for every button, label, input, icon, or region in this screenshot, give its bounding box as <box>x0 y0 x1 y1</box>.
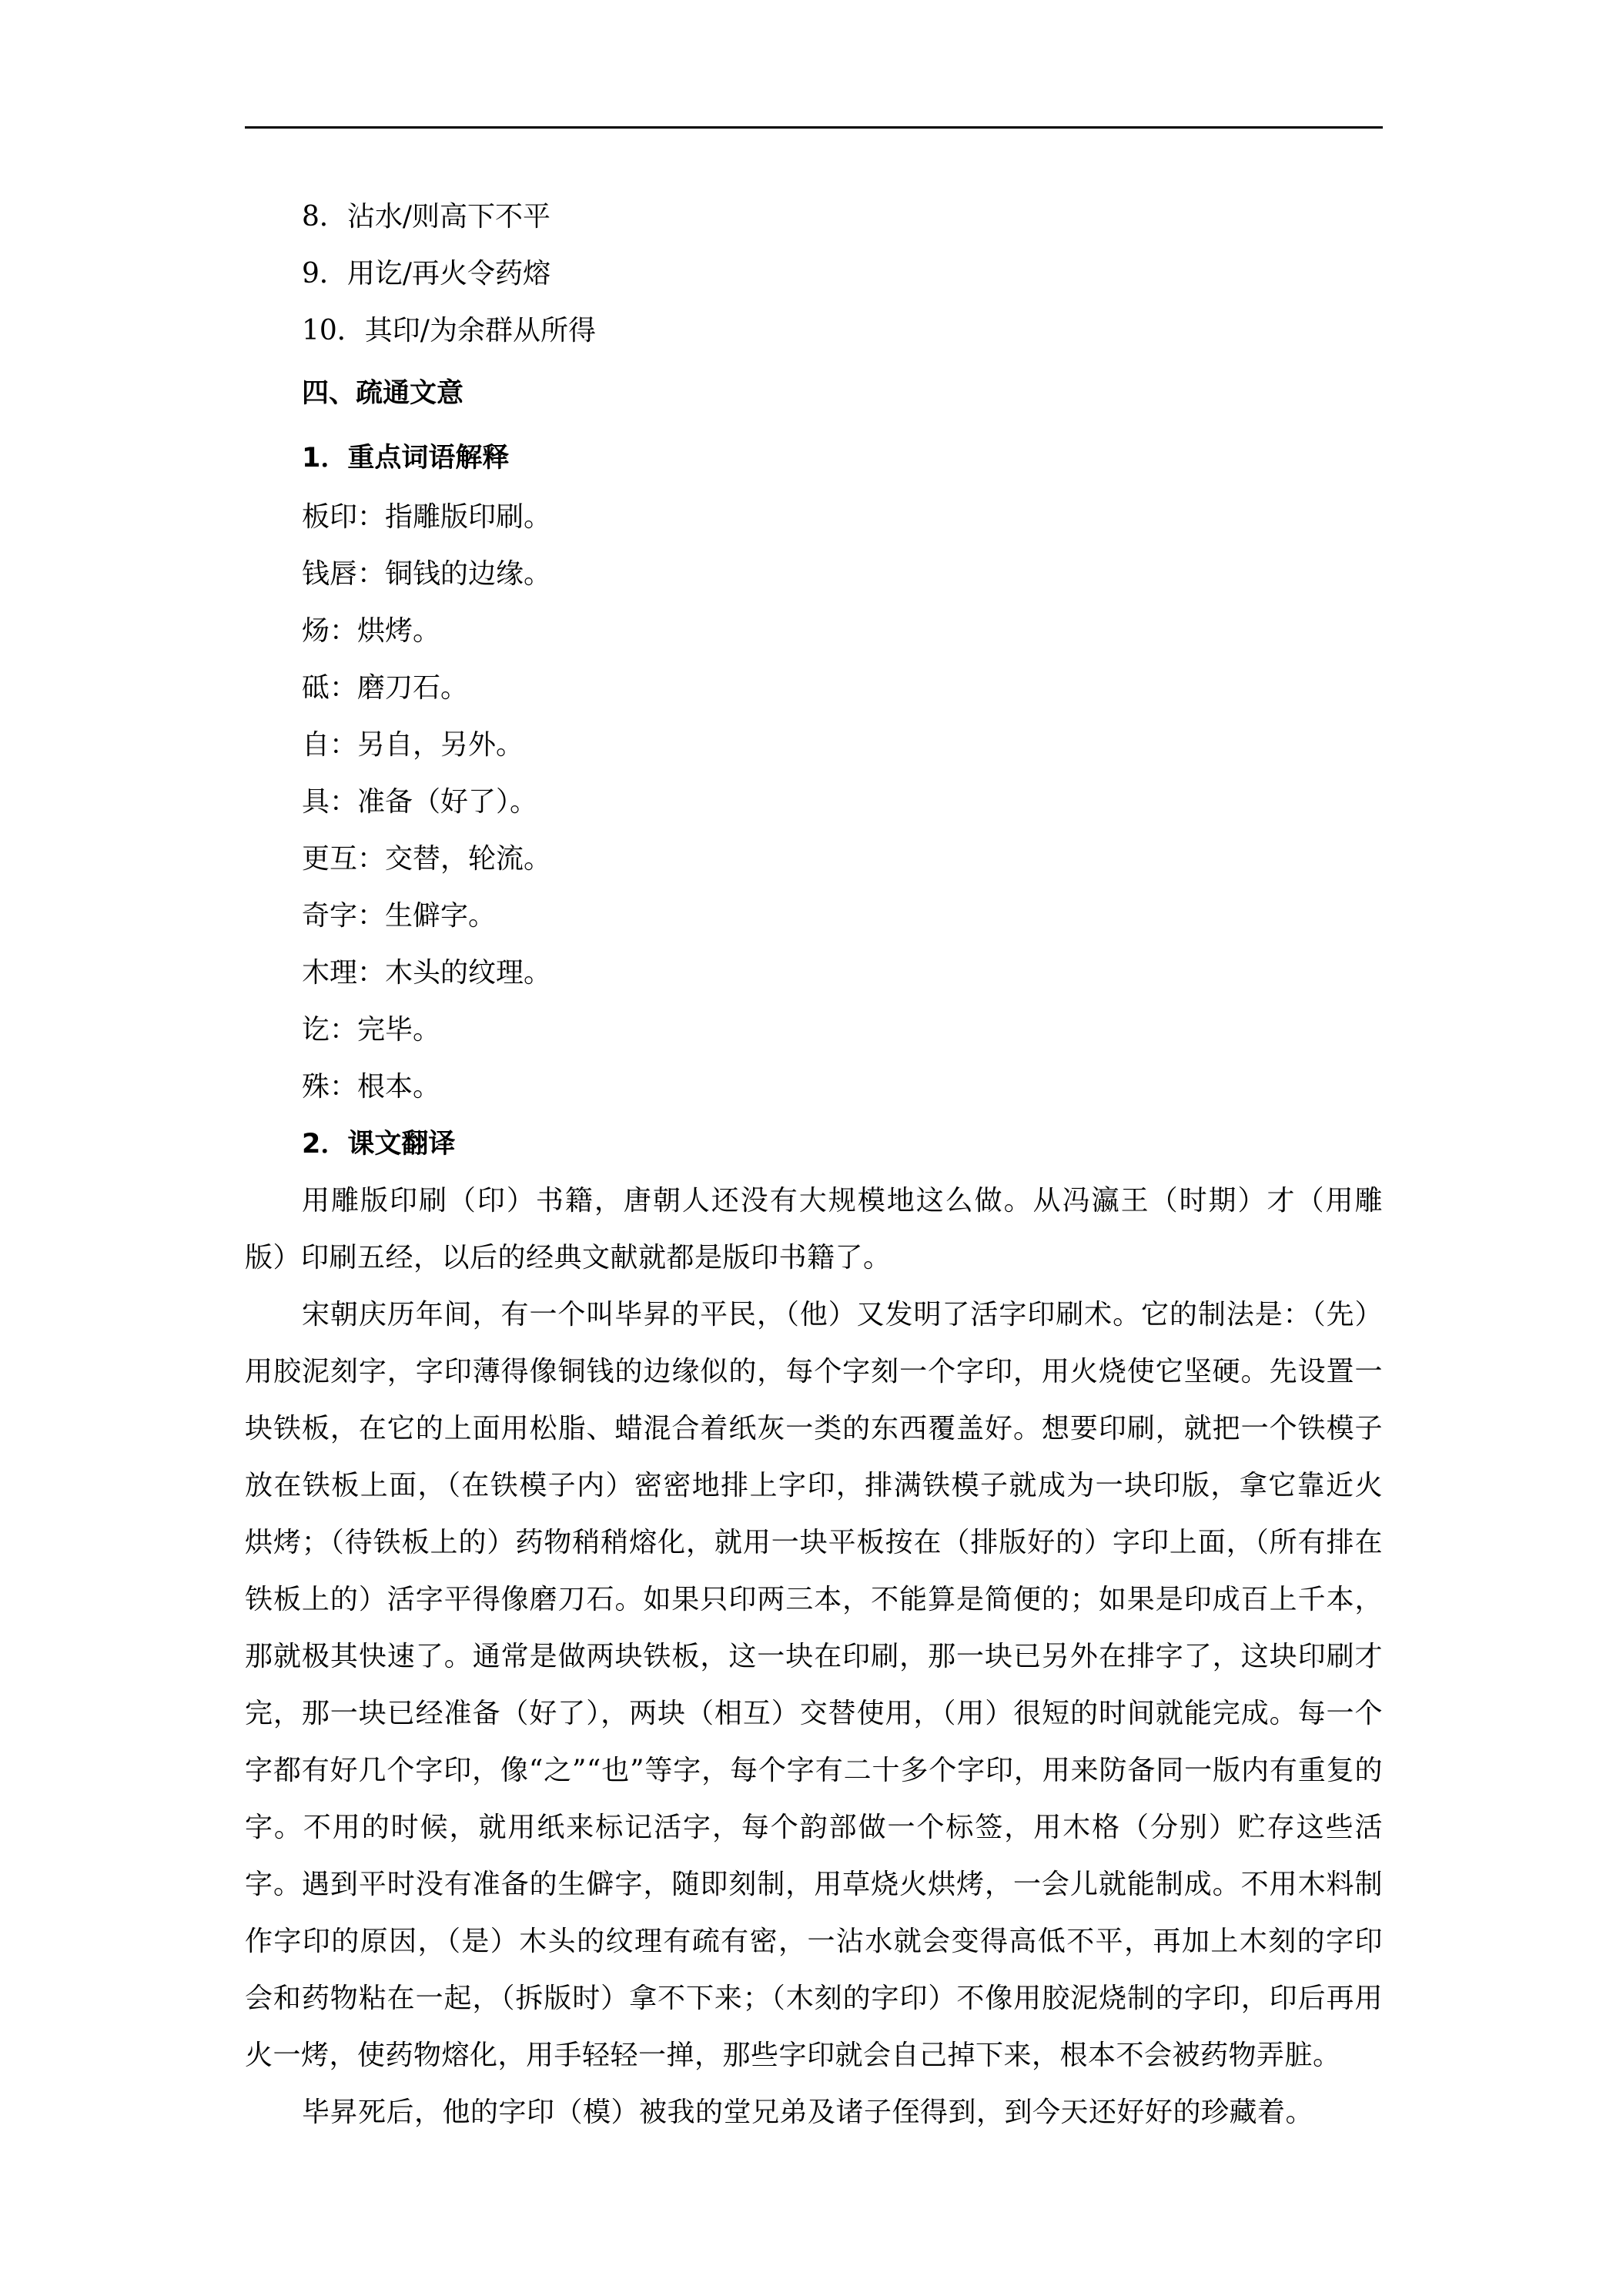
list-item-9: 9．用讫/再火令药熔 <box>302 258 551 290</box>
list-item-10: 10．其印/为余群从所得 <box>302 315 596 346</box>
glossary-item: 板印：指雕版印刷。 <box>302 501 552 533</box>
glossary-item: 自：另自，另外。 <box>302 729 524 761</box>
translation-paragraph-1: 用雕版印刷（印）书籍，唐朝人还没有大规模地这么做。从冯瀛王（时期）才（用雕版）印刷五经，以后的经典文献就都是版印书籍了。 <box>245 1185 1383 1274</box>
glossary-item: 木理：木头的纹理。 <box>302 957 552 989</box>
glossary-item: 讫：完毕。 <box>302 1014 441 1046</box>
glossary-item: 炀：烘烤。 <box>302 615 441 647</box>
section-title: 四、疏通文意 <box>302 378 464 409</box>
document-content <box>245 189 1383 2141</box>
glossary-item: 钱唇：铜钱的边缘。 <box>302 558 552 590</box>
subsection-title-vocabulary: 1．重点词语解释 <box>302 443 510 474</box>
translation-paragraph-3: 毕昇死后，他的字印（模）被我的堂兄弟及诸子侄得到，到今天还好好的珍藏着。 <box>302 2097 1314 2128</box>
glossary-item: 更互：交替，轮流。 <box>302 843 552 875</box>
glossary-item: 具：准备（好了）。 <box>302 786 538 818</box>
glossary-item: 砥：磨刀石。 <box>302 672 469 704</box>
header-rule <box>245 126 1383 129</box>
glossary-item: 奇字：生僻字。 <box>302 900 497 932</box>
subsection-title-translation: 2．课文翻译 <box>302 1129 456 1160</box>
glossary-item: 殊：根本。 <box>302 1071 441 1103</box>
translation-paragraph-2: 宋朝庆历年间，有一个叫毕昇的平民，（他）又发明了活字印刷术。它的制法是：（先）用胶泥刻字，字印薄得像铜钱的边缘似的，每个字刻一个字印，用火烧使它坚硬。先设置一块铁板，在它的上面用松脂、蜡混合着纸灰一类的东西覆盖好。想要印刷，就把一个铁模子放在铁板上面，（在铁模子内）密密地排上字印，排满铁模子就成为一块印版，拿它靠近火烘烤；（待铁板上的）药物稍稍熔化，就用一块平板按在（排版好的）字印上面，（所有排在铁板上的）活字平得像磨刀石。如果只印两三本，不能算是简便的；如果是印成百上千本，那就极其快速了。通常是做两块铁板，这一块在印刷，那一块已另外在排字了，这块印刷才完，那一块已经准备（好了），两块（相互）交替使用，（用）很短的时间就能完成。每一个字都有好几个字印，像“之”“也”等字，每个字有二十多个字印，用来防备同一版内有重复的字。不用的时候，就用纸来标记活字，每个韵部做一个标签，用木格（分别）贮存这些活字。遇到平时没有准备的生僻字，随即刻制，用草烧火烘烤，一会儿就能制成。不用木料制作字印的原因，（是）木头的纹理有疏有密，一沾水就会变得高低不平，再加上木刻的字印会和药物粘在一起，（拆版时）拿不下来；（木刻的字印）不像用胶泥烧制的字印，印后再用火一烤，使药物熔化，用手轻轻一掸，那些字印就会自己掉下来，根本不会被药物弄脏。 <box>245 1299 1383 2071</box>
list-item-8: 8．沾水/则高下不平 <box>302 201 551 233</box>
